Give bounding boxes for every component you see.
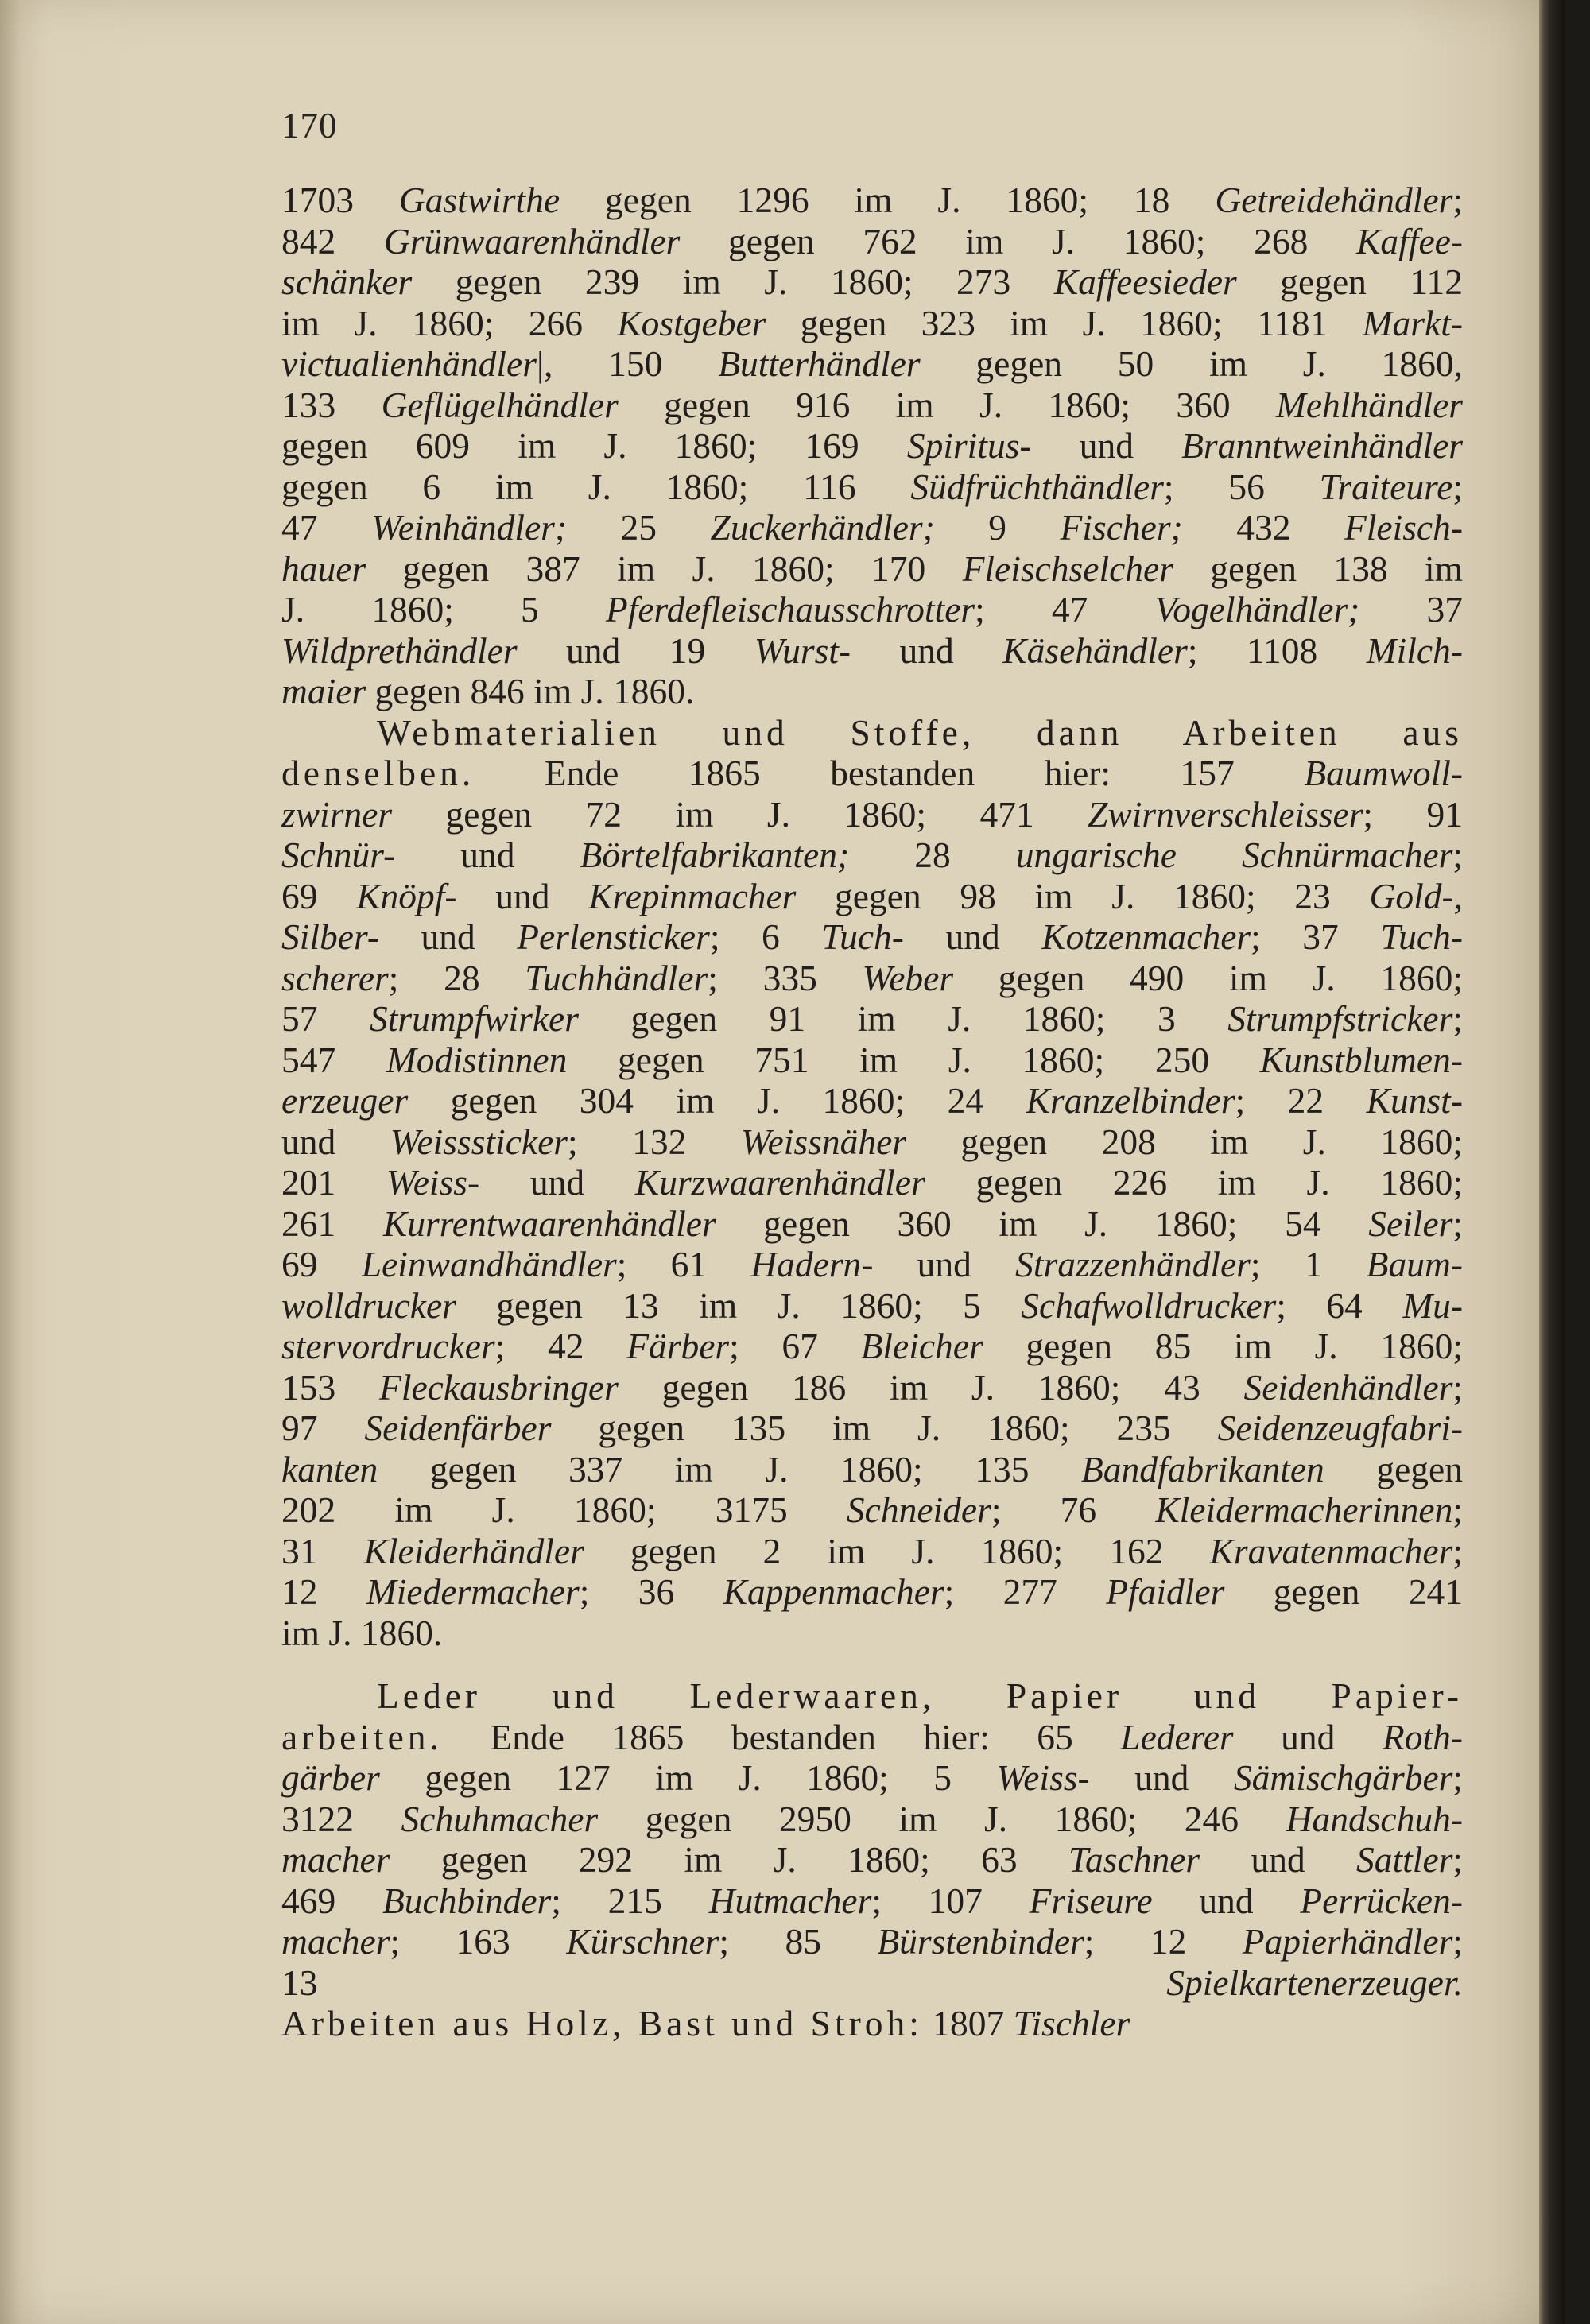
italic-term: macher <box>281 1839 390 1880</box>
text-run: gegen 85 im J. 1860; <box>983 1326 1463 1366</box>
text-run: 69 <box>281 875 357 916</box>
text-run: 261 <box>281 1203 383 1244</box>
italic-term: Wildprethändler <box>281 629 518 671</box>
text-run: gegen 72 im J. 1860; 471 <box>392 793 1088 835</box>
text-line <box>281 1449 1463 1490</box>
italic-term: Sämischgärber <box>1233 1757 1453 1798</box>
text-run: 9 <box>934 507 1061 548</box>
italic-term: Seidenhändler <box>1243 1366 1453 1408</box>
italic-term: Miedermacher <box>366 1571 580 1612</box>
text-line <box>281 589 1463 630</box>
text-run: und <box>1089 1757 1234 1798</box>
text-run: 1807 <box>922 2003 1014 2043</box>
text-run: ; 36 <box>579 1571 723 1612</box>
italic-term: Vogelhändler; <box>1154 589 1360 629</box>
text-line <box>281 303 1463 344</box>
italic-term: Seidenfärber <box>364 1408 552 1448</box>
italic-term: Weinhändler; <box>371 507 568 548</box>
text-run: ; 163 <box>390 1921 567 1962</box>
italic-term: Weisssticker <box>390 1121 568 1162</box>
italic-term: Handschuh- <box>1286 1798 1464 1839</box>
text-run: 12 <box>281 1571 366 1612</box>
italic-term: Kürschner <box>566 1921 719 1962</box>
text-line <box>281 1040 1463 1081</box>
italic-term: Schneider <box>846 1489 991 1530</box>
text-line <box>281 1203 1463 1245</box>
text-run: gegen 2 im J. 1860; 162 <box>584 1530 1210 1571</box>
italic-term: Seiler <box>1368 1203 1453 1244</box>
text-line <box>281 548 1463 590</box>
text-run: 153 <box>281 1366 380 1408</box>
italic-term: Papierhändler <box>1242 1921 1453 1962</box>
text-run: ; 6 <box>709 916 822 957</box>
text-line <box>281 1675 1463 1717</box>
italic-term: Hutmacher <box>708 1880 872 1921</box>
text-run: und 19 <box>517 629 754 671</box>
italic-term: Bandfabrikanten <box>1080 1448 1324 1489</box>
text-run: und <box>1233 1716 1383 1757</box>
italic-term: Perrücken- <box>1300 1880 1463 1921</box>
text-run: 69 <box>281 1244 362 1284</box>
italic-term: Leinwandhändler <box>361 1244 617 1284</box>
text-run: 57 <box>281 998 370 1039</box>
text-run: ; 1108 <box>1187 629 1367 671</box>
text-line <box>281 507 1463 548</box>
text-run: gegen 208 im J. 1860; <box>906 1121 1463 1162</box>
italic-term: Kravatenmacher <box>1209 1530 1453 1571</box>
text-line <box>281 1244 1463 1285</box>
italic-term: Gold-, <box>1369 875 1464 916</box>
italic-term: Taschner <box>1068 1839 1200 1880</box>
text-line <box>281 1613 1463 1654</box>
text-run: gegen 2950 im J. 1860; 246 <box>598 1798 1286 1839</box>
italic-term: Tuch- <box>1380 916 1463 957</box>
italic-term: Silber- <box>281 916 379 957</box>
italic-term: Fleisch- <box>1344 507 1464 548</box>
text-line <box>281 1531 1463 1572</box>
text-run: ; <box>1452 1530 1463 1571</box>
italic-term: Südfrüchthändler <box>910 466 1164 507</box>
text-run: ; <box>1452 1366 1463 1408</box>
italic-term: Kostgeber <box>617 302 766 343</box>
spaced-heading: Webmaterialien und Stoffe, dann Arbeiten aus <box>377 711 1463 753</box>
text-run: 547 <box>281 1039 386 1080</box>
text-run: und <box>395 835 580 875</box>
text-run: und <box>1031 425 1182 466</box>
text-line <box>281 1881 1463 1922</box>
italic-term: Kleiderhändler <box>363 1530 584 1571</box>
italic-term: Hadern- <box>750 1244 874 1284</box>
italic-term: Mehlhändler <box>1275 384 1463 425</box>
text-run: ; <box>1452 1203 1464 1244</box>
italic-term: wolldrucker <box>281 1284 456 1326</box>
text-run: ; <box>1452 1489 1463 1530</box>
text-run: 31 <box>281 1530 364 1571</box>
text-run: ; 37 <box>1251 916 1381 957</box>
italic-term: Kotzenmacher <box>1041 916 1251 957</box>
italic-term: Grünwaarenhändler <box>383 220 681 261</box>
italic-term: Kappenmacher <box>723 1571 944 1612</box>
text-run: und <box>281 1121 390 1162</box>
text-line <box>281 1285 1463 1327</box>
text-line <box>281 1489 1463 1531</box>
italic-term: Kaffeesieder <box>1053 261 1237 302</box>
italic-term: Getreidehändler <box>1215 180 1453 220</box>
text-run: gegen 323 im J. 1860; 1181 <box>766 302 1363 343</box>
italic-term: Strumpfstricker <box>1227 998 1453 1039</box>
text-run: 3122 <box>281 1798 401 1839</box>
text-run: ; 12 <box>1084 1921 1243 1962</box>
italic-term: macher <box>281 1921 390 1962</box>
italic-term: Tuch- <box>821 916 904 957</box>
italic-term: Weiss- <box>996 1757 1090 1798</box>
italic-term: zwirner <box>281 793 393 835</box>
text-run: 469 <box>281 1880 382 1921</box>
text-run: 13 <box>281 1962 1167 2003</box>
text-run: gegen 138 im <box>1173 548 1463 589</box>
italic-term: Pfaidler <box>1106 1571 1225 1612</box>
text-run: gegen 916 im J. 1860; 360 <box>618 384 1276 425</box>
text-line <box>281 1799 1463 1840</box>
italic-term: Traiteure <box>1319 466 1453 507</box>
text-run: ; 47 <box>975 589 1155 629</box>
text-line <box>281 261 1463 303</box>
italic-term: Geflügelhändler <box>381 384 619 425</box>
text-line <box>281 425 1463 467</box>
text-run: 97 <box>281 1408 365 1448</box>
text-run: gegen 135 im J. 1860; 235 <box>551 1408 1218 1448</box>
italic-term: Spielkartenerzeuger. <box>1166 1962 1463 2003</box>
italic-term: Baumwoll- <box>1304 753 1463 793</box>
text-line <box>281 385 1463 426</box>
text-line <box>281 630 1463 672</box>
text-run: ; 335 <box>708 957 863 998</box>
italic-term: Zwirnverschleisser <box>1088 793 1363 835</box>
text-run: ; 277 <box>944 1571 1107 1612</box>
text-run: ; <box>1452 180 1464 220</box>
italic-term: Kaffee- <box>1356 220 1463 261</box>
italic-term: Schuhmacher <box>401 1798 599 1839</box>
text-run: ; 215 <box>551 1880 709 1921</box>
text-line <box>281 794 1463 835</box>
text-run: gegen <box>1324 1448 1463 1489</box>
text-run: ; <box>1452 1839 1463 1880</box>
italic-term: Spiritus- <box>906 425 1032 466</box>
text-run: und <box>1200 1839 1357 1880</box>
text-run: 47 <box>281 507 372 548</box>
italic-term: Bleicher <box>860 1326 983 1366</box>
text-run: ; <box>1452 998 1463 1039</box>
text-line <box>281 916 1463 958</box>
text-run: |, 150 <box>536 343 719 384</box>
italic-term: Käsehändler <box>1002 629 1188 671</box>
text-run: ; 107 <box>871 1880 1030 1921</box>
text-run: ; 42 <box>494 1326 627 1366</box>
italic-term: Butterhändler <box>718 343 921 384</box>
text-run: J. 1860; 5 <box>281 589 606 629</box>
text-run: gegen 127 im J. 1860; 5 <box>379 1757 997 1798</box>
italic-term: Tischler <box>1013 2003 1130 2043</box>
text-run: und <box>873 1244 1016 1284</box>
italic-term: Schnür- <box>281 835 396 875</box>
italic-term: Kunstblumen- <box>1259 1039 1463 1080</box>
italic-term: Buchbinder <box>382 1880 552 1921</box>
italic-term: erzeuger <box>281 1080 409 1121</box>
text-line <box>281 2003 1463 2044</box>
italic-term: Fischer; <box>1060 507 1183 548</box>
italic-term: Wurst- <box>754 629 851 671</box>
text-run: und <box>851 629 1003 671</box>
text-line <box>281 1326 1463 1367</box>
text-run: gegen 98 im J. 1860; 23 <box>796 875 1370 916</box>
text-run: gegen 360 im J. 1860; 54 <box>716 1203 1369 1244</box>
text-run: und <box>479 1162 635 1203</box>
text-run: gegen 91 im J. 1860; 3 <box>578 998 1228 1039</box>
text-run: gegen 751 im J. 1860; 250 <box>567 1039 1260 1080</box>
text-run: gegen 387 im J. 1860; 170 <box>366 548 963 589</box>
italic-term: Weiss- <box>386 1162 480 1203</box>
text-run: 202 im J. 1860; 3175 <box>281 1489 847 1530</box>
text-line <box>281 1921 1463 1962</box>
italic-term: kanten <box>281 1448 378 1489</box>
text-run: gegen 762 im J. 1860; 268 <box>680 220 1357 261</box>
text-run: gegen 490 im J. 1860; <box>953 957 1463 998</box>
text-run: gegen 186 im J. 1860; 43 <box>618 1366 1244 1408</box>
italic-term: Strazzenhändler <box>1015 1244 1251 1284</box>
text-line <box>281 343 1463 385</box>
spaced-heading: arbeiten. <box>281 1716 443 1757</box>
italic-term: Knöpf- <box>356 875 457 916</box>
text-run: 432 <box>1182 507 1344 548</box>
italic-term: Sattler <box>1356 1839 1453 1880</box>
text-run: gegen 13 im J. 1860; 5 <box>456 1284 1022 1326</box>
italic-term: victualienhändler <box>281 343 537 384</box>
text-run: 201 <box>281 1162 386 1203</box>
text-run: gegen 241 <box>1224 1571 1463 1612</box>
text-run: ; 28 <box>388 957 525 998</box>
text-run: gegen 226 im J. 1860; <box>925 1162 1464 1203</box>
text-run: gegen 50 im J. 1860, <box>920 343 1463 384</box>
text-run: ; <box>1452 466 1463 507</box>
italic-term: Branntweinhändler <box>1181 425 1463 466</box>
text-run: ; <box>1452 1757 1464 1798</box>
text-run: ; 132 <box>568 1121 741 1162</box>
italic-term: Krepinmacher <box>588 875 797 916</box>
italic-term: Modistinnen <box>386 1039 568 1080</box>
italic-term: hauer <box>281 548 366 589</box>
italic-term: Kurzwaarenhändler <box>634 1162 925 1203</box>
italic-term: maier <box>281 671 366 711</box>
text-run: gegen 6 im J. 1860; 116 <box>281 466 911 507</box>
italic-term: Lederer <box>1120 1716 1234 1757</box>
italic-term: Färber <box>626 1326 730 1366</box>
italic-term: gärber <box>281 1757 380 1798</box>
text-line <box>281 958 1463 999</box>
italic-term: Milch- <box>1366 629 1464 671</box>
italic-term: Mu- <box>1402 1284 1463 1326</box>
text-run: gegen 292 im J. 1860; 63 <box>390 1839 1068 1880</box>
text-run: gegen 337 im J. 1860; 135 <box>378 1448 1081 1489</box>
italic-term: Friseure <box>1029 1880 1153 1921</box>
text-line <box>281 467 1463 508</box>
italic-term: schänker <box>281 261 413 302</box>
text-line <box>281 1080 1463 1121</box>
text-line <box>281 1162 1463 1203</box>
italic-term: Baum- <box>1366 1244 1463 1284</box>
text-run: 133 <box>281 384 382 425</box>
page-number: 170 <box>281 106 338 145</box>
spaced-heading: Arbeiten aus Holz, Bast und Stroh: <box>281 2003 923 2043</box>
text-line <box>281 221 1463 262</box>
text-line <box>281 998 1463 1040</box>
text-line <box>281 671 1463 712</box>
text-line <box>281 1121 1463 1163</box>
text-line <box>281 753 1463 794</box>
text-line <box>281 1839 1463 1881</box>
italic-term: Fleckausbringer <box>379 1366 619 1408</box>
italic-term: Börtelfabrikanten; <box>580 835 850 875</box>
italic-term: Strumpfwirker <box>370 998 579 1039</box>
italic-term: Tuchhändler <box>525 957 708 998</box>
text-line <box>281 1571 1463 1613</box>
text-run: ; 56 <box>1163 466 1320 507</box>
italic-term: Perlensticker <box>517 916 710 957</box>
text-run: gegen 304 im J. 1860; 24 <box>408 1080 1026 1121</box>
text-run: gegen 1296 im J. 1860; 18 <box>560 180 1216 220</box>
text-run: ; 22 <box>1235 1080 1367 1121</box>
spaced-heading: Leder und Lederwaaren, Papier und Papier- <box>377 1675 1463 1716</box>
text-run: und <box>378 916 518 957</box>
italic-term: Weber <box>862 957 954 998</box>
italic-term: Bürstenbinder <box>877 1921 1084 1962</box>
text-line <box>281 876 1463 917</box>
italic-term: Kleidermacherinnen <box>1155 1489 1453 1530</box>
italic-term: Kurrentwaarenhändler <box>382 1203 716 1244</box>
text-line <box>281 1367 1463 1408</box>
italic-term: Kranzelbinder <box>1026 1080 1235 1121</box>
italic-term: Markt- <box>1362 302 1463 343</box>
text-run: 842 <box>281 220 384 261</box>
text-run: 28 <box>849 835 1016 875</box>
italic-term: Fleischselcher <box>962 548 1173 589</box>
text-line <box>281 835 1463 876</box>
text-run: ; 61 <box>616 1244 751 1284</box>
page-edge <box>1539 0 1565 2324</box>
text-run: im J. 1860. <box>281 1612 443 1653</box>
text-line <box>281 712 1463 753</box>
text-run: und <box>1152 1880 1301 1921</box>
text-run: ; 67 <box>729 1326 861 1366</box>
text-run: 1703 <box>281 180 399 220</box>
text-run: ; 91 <box>1363 793 1463 835</box>
text-line <box>281 1962 1463 2004</box>
text-line <box>281 1757 1463 1799</box>
italic-term: Roth- <box>1382 1716 1463 1757</box>
text-run: und <box>456 875 589 916</box>
italic-term: scherer <box>281 957 389 998</box>
text-run: gegen 112 <box>1236 261 1463 302</box>
paragraph-gap <box>281 1653 1463 1675</box>
italic-term: Weissnäher <box>740 1121 906 1162</box>
italic-term: Pferdefleischausschrotter <box>605 589 975 629</box>
text-run: ; 1 <box>1250 1244 1367 1284</box>
text-line <box>281 180 1463 221</box>
text-run: 25 <box>567 507 711 548</box>
body-text <box>281 180 1463 2044</box>
italic-term: Schafwolldrucker <box>1021 1284 1277 1326</box>
text-run: im J. 1860; 266 <box>281 302 618 343</box>
text-run: 37 <box>1359 589 1463 629</box>
text-run: ; <box>1452 835 1464 875</box>
italic-term: Kunst- <box>1366 1080 1463 1121</box>
italic-term: stervordrucker <box>281 1326 495 1366</box>
text-run: gegen 846 im J. 1860. <box>366 671 695 711</box>
text-line <box>281 1717 1463 1758</box>
text-run: ; 76 <box>991 1489 1156 1530</box>
spaced-heading: denselben. <box>281 753 475 793</box>
text-run: gegen 609 im J. 1860; 169 <box>281 425 907 466</box>
text-run: ; 85 <box>719 1921 878 1962</box>
text-run: ; 64 <box>1276 1284 1403 1326</box>
italic-term: Gastwirthe <box>398 180 560 220</box>
italic-term: Seidenzeugfabri- <box>1217 1408 1463 1448</box>
text-run: gegen 239 im J. 1860; 273 <box>412 261 1054 302</box>
text-run: Ende 1865 bestanden hier: 157 <box>475 753 1305 793</box>
text-line <box>281 1408 1463 1449</box>
text-run: Ende 1865 bestanden hier: 65 <box>442 1716 1121 1757</box>
italic-term: ungarische Schnürmacher <box>1015 835 1453 875</box>
text-run: und <box>903 916 1042 957</box>
italic-term: Zuckerhändler; <box>710 507 935 548</box>
text-run: ; <box>1452 1921 1463 1962</box>
